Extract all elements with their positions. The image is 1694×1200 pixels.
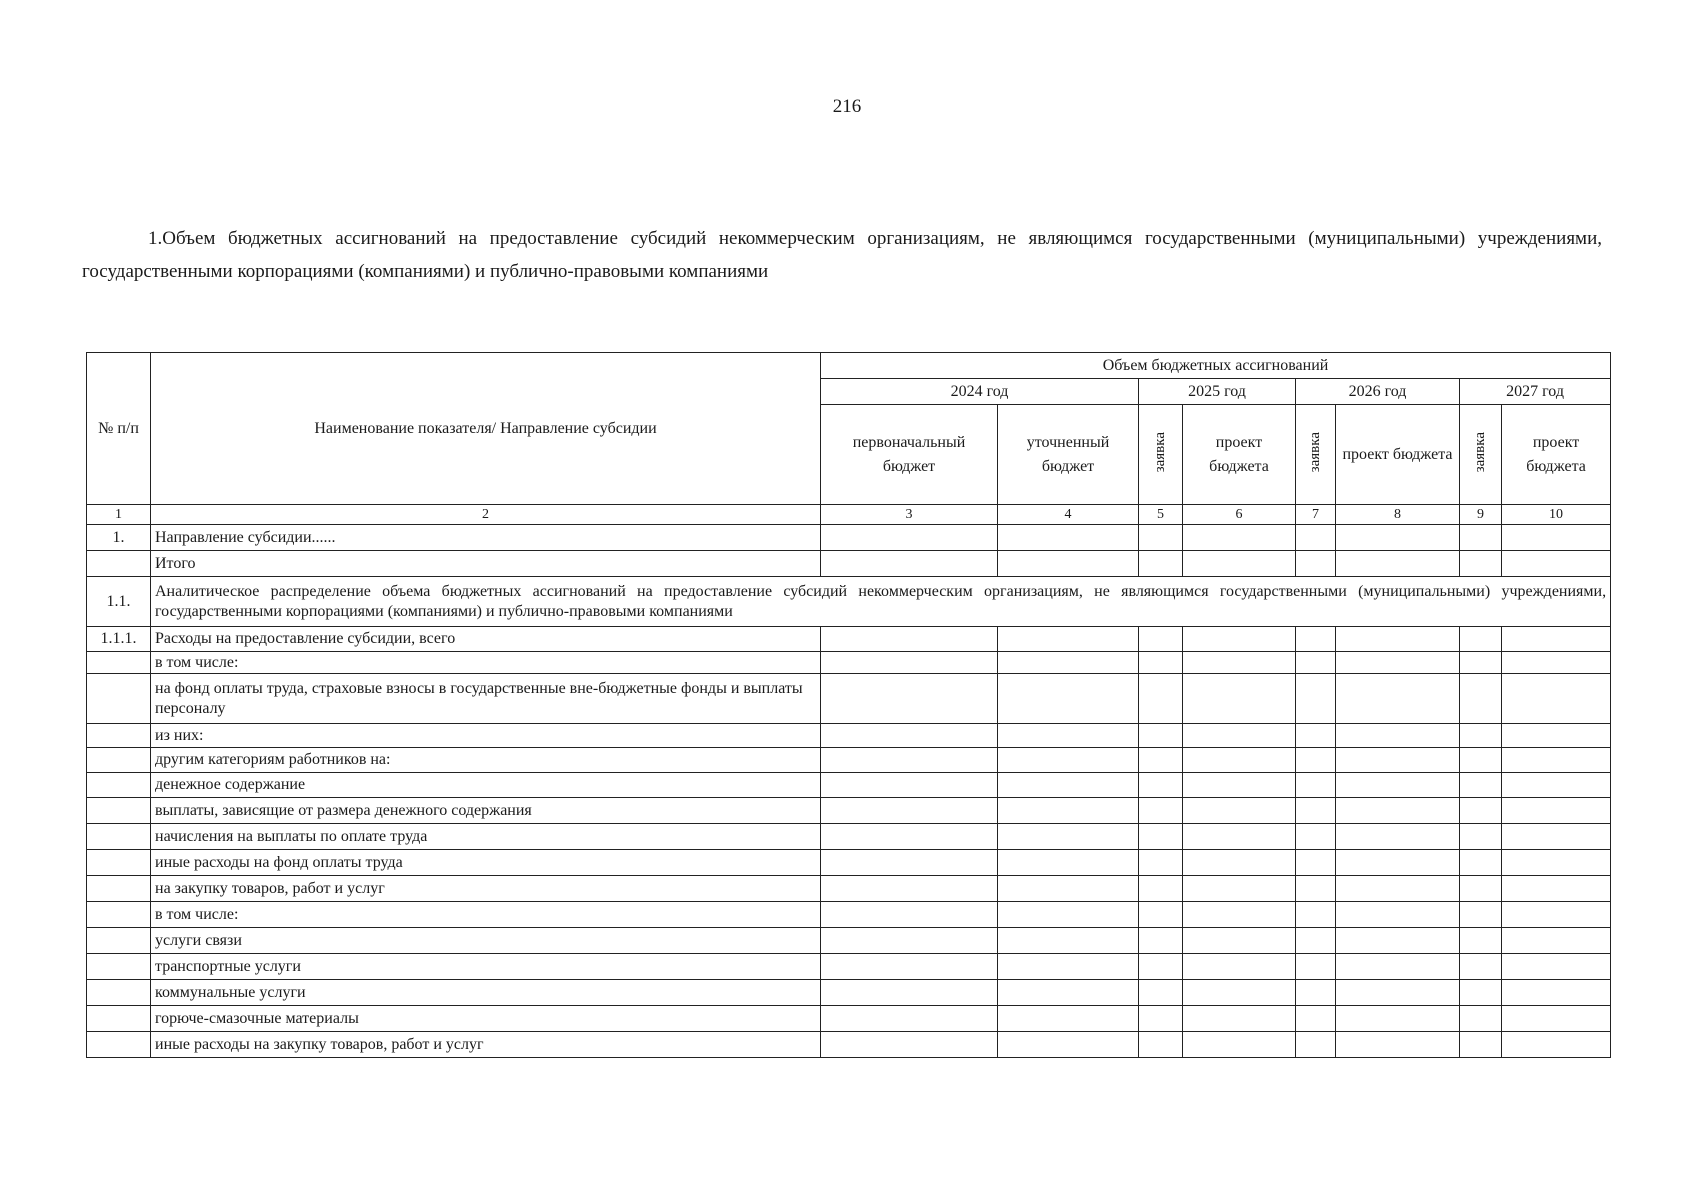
row-number <box>87 902 151 928</box>
row-label: Расходы на предоставление субсидии, всего <box>151 627 821 652</box>
table-row <box>87 798 1611 824</box>
row-label: транспортные услуги <box>151 954 821 980</box>
row-number <box>87 1006 151 1032</box>
table-row <box>87 1032 1611 1058</box>
row-label: коммунальные услуги <box>151 980 821 1006</box>
row-label: на закупку товаров, работ и услуг <box>151 876 821 902</box>
column-number: 8 <box>1336 505 1460 525</box>
header-year-2027: 2027 год <box>1460 379 1611 405</box>
column-number-row <box>87 505 1611 525</box>
table-row <box>87 525 1611 551</box>
row-number <box>87 928 151 954</box>
header-2027-request-cell <box>1460 405 1502 505</box>
row-label: иные расходы на фонд оплаты труда <box>151 850 821 876</box>
header-2025-request: заявка <box>1152 431 1168 473</box>
table-row <box>87 748 1611 773</box>
table-row <box>87 876 1611 902</box>
row-number <box>87 551 151 577</box>
budget-allocation-table <box>86 352 1611 1058</box>
header-year-2024: 2024 год <box>821 379 1139 405</box>
row-number: 1.1.1. <box>87 627 151 652</box>
row-label: Направление субсидии...... <box>151 525 821 551</box>
row-label: Итого <box>151 551 821 577</box>
row-label: в том числе: <box>151 902 821 928</box>
row-number <box>87 674 151 724</box>
row-number <box>87 954 151 980</box>
row-label: Аналитическое распределение объема бюджетных ассигнований на предоставление субсидий некоммерческим организациям, не являющимся государственными (муниципальными) учреждениями, государственными корпорациями (компаниями) и публично-правовыми компаниями <box>151 577 1611 627</box>
table-row <box>87 980 1611 1006</box>
column-number: 9 <box>1460 505 1502 525</box>
column-number: 1 <box>87 505 151 525</box>
row-label: начисления на выплаты по оплате труда <box>151 824 821 850</box>
header-2026-request-cell <box>1296 405 1336 505</box>
column-number: 3 <box>821 505 998 525</box>
row-number <box>87 980 151 1006</box>
table-row <box>87 902 1611 928</box>
table-row <box>87 824 1611 850</box>
header-2025-request-cell <box>1139 405 1183 505</box>
row-label: другим категориям работников на: <box>151 748 821 773</box>
table-row <box>87 1006 1611 1032</box>
page-number: 216 <box>832 96 862 117</box>
row-label: иные расходы на закупку товаров, работ и услуг <box>151 1032 821 1058</box>
header-2026-request: заявка <box>1307 431 1323 473</box>
column-number: 6 <box>1183 505 1296 525</box>
header-num: № п/п <box>87 353 151 505</box>
row-label: выплаты, зависящие от размера денежного содержания <box>151 798 821 824</box>
column-number: 5 <box>1139 505 1183 525</box>
table-row <box>87 674 1611 724</box>
row-number: 1. <box>87 525 151 551</box>
table-row <box>87 928 1611 954</box>
column-number: 4 <box>998 505 1139 525</box>
column-number: 7 <box>1296 505 1336 525</box>
header-year-2025: 2025 год <box>1139 379 1296 405</box>
row-label: на фонд оплаты труда, страховые взносы в государственные вне-бюджетные фонды и выплаты персоналу <box>151 674 821 724</box>
document-heading: 1.Объем бюджетных ассигнований на предоставление субсидий некоммерческим организациям, не являющимся государственными (муниципальными) учреждениями, государственными корпорациями (компаниями) и публично-правовыми компаниями <box>82 228 1602 282</box>
row-number <box>87 773 151 798</box>
table-row <box>87 724 1611 748</box>
header-volume: Объем бюджетных ассигнований <box>821 353 1611 379</box>
table-row <box>87 850 1611 876</box>
header-name: Наименование показателя/ Направление субсидии <box>151 353 821 505</box>
row-label: горюче-смазочные материалы <box>151 1006 821 1032</box>
row-number <box>87 748 151 773</box>
header-year-2026: 2026 год <box>1296 379 1460 405</box>
row-number <box>87 1032 151 1058</box>
table-row <box>87 652 1611 674</box>
row-number <box>87 850 151 876</box>
table-row <box>87 954 1611 980</box>
header-2024-revised: уточненный бюджет <box>998 405 1139 505</box>
row-label: услуги связи <box>151 928 821 954</box>
row-label: денежное содержание <box>151 773 821 798</box>
table-row-merged <box>87 577 1611 627</box>
table-row <box>87 773 1611 798</box>
header-2026-draft: проект бюджета <box>1336 405 1460 505</box>
row-label: в том числе: <box>151 652 821 674</box>
column-number: 2 <box>151 505 821 525</box>
column-number: 10 <box>1502 505 1611 525</box>
row-number: 1.1. <box>87 577 151 627</box>
row-number <box>87 876 151 902</box>
table-row <box>87 627 1611 652</box>
header-2024-initial: первоначальный бюджет <box>821 405 998 505</box>
row-number <box>87 824 151 850</box>
row-number <box>87 652 151 674</box>
header-2025-draft: проект бюджета <box>1183 405 1296 505</box>
table-row <box>87 551 1611 577</box>
header-2027-draft: проект бюджета <box>1502 405 1611 505</box>
row-number <box>87 798 151 824</box>
row-label: из них: <box>151 724 821 748</box>
row-number <box>87 724 151 748</box>
header-2027-request: заявка <box>1472 431 1488 473</box>
